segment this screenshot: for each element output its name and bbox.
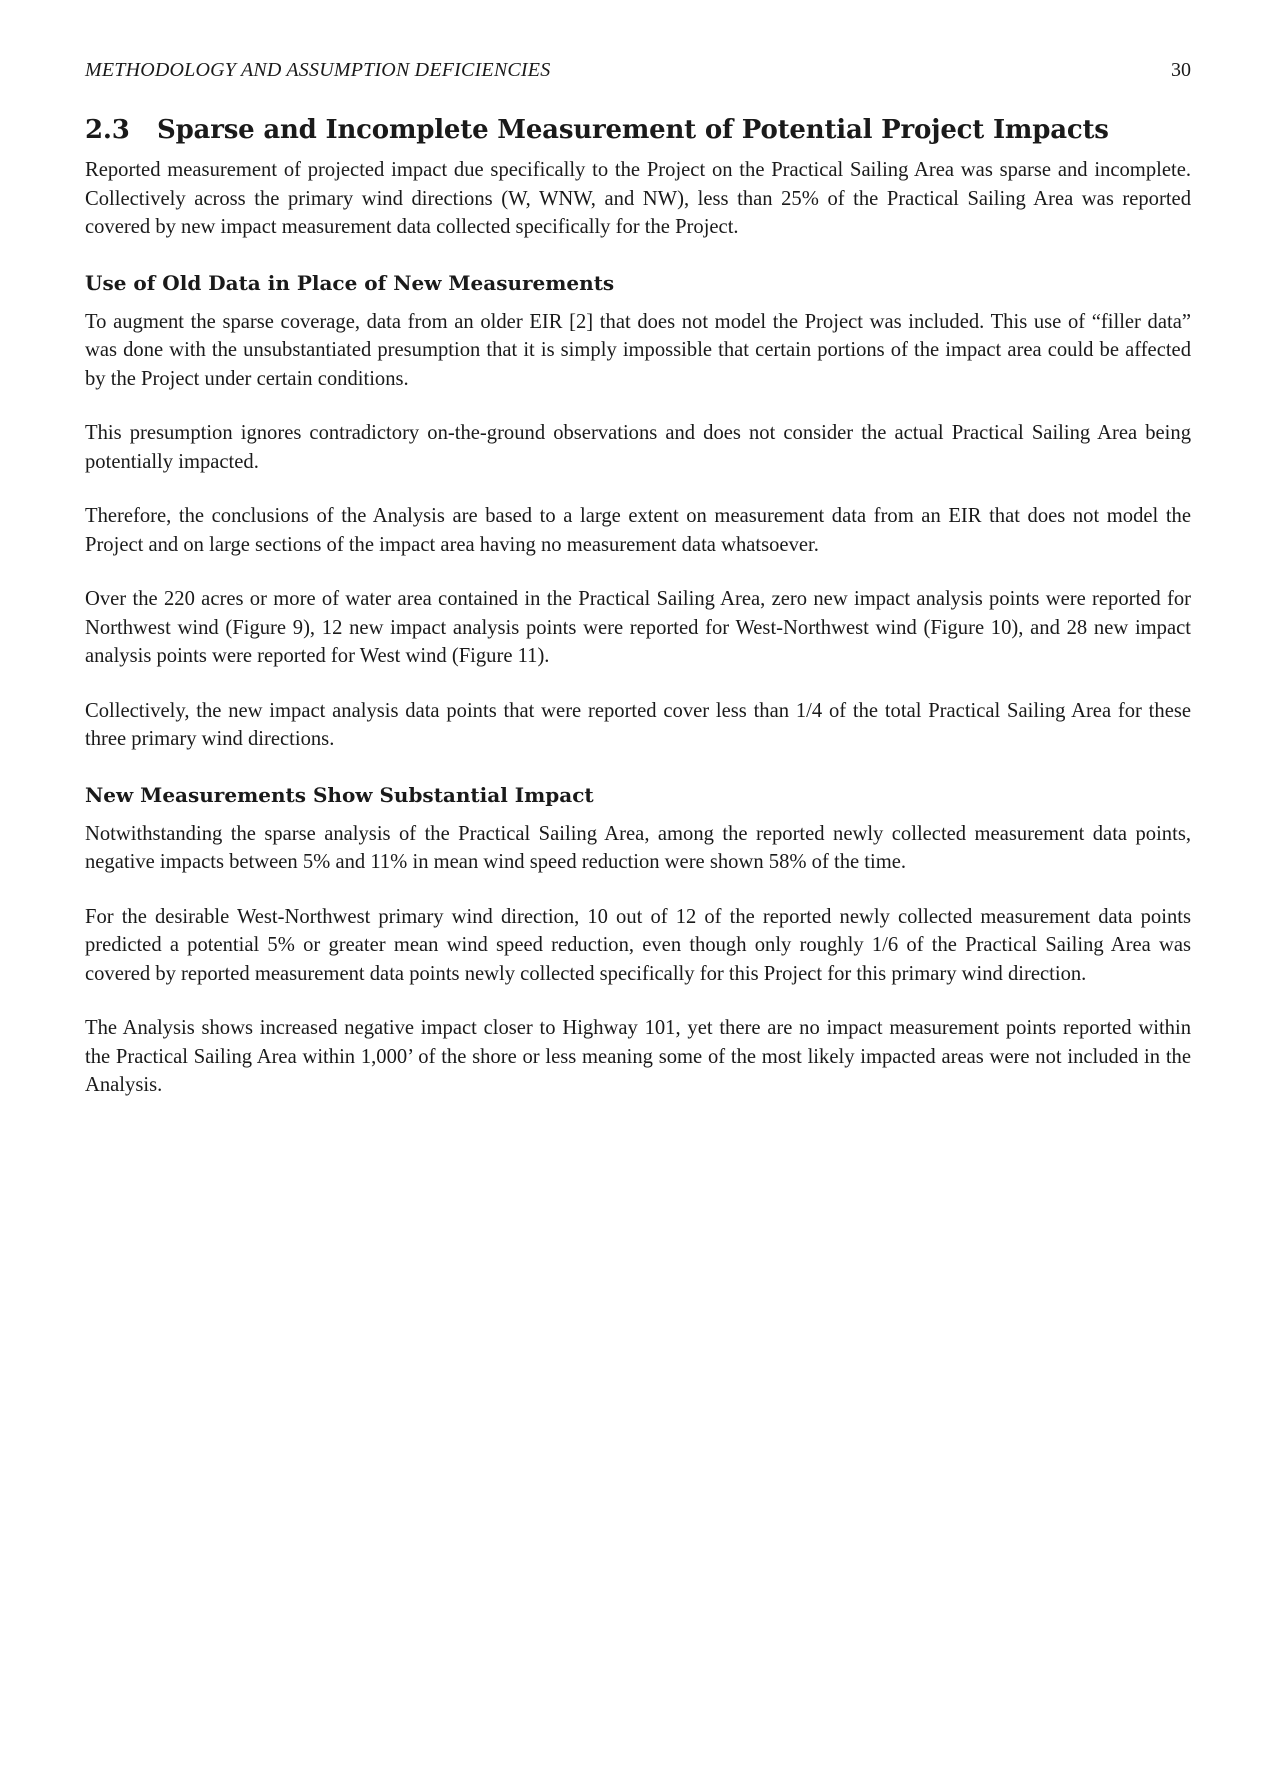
subheading-old-data: Use of Old Data in Place of New Measurements bbox=[85, 270, 615, 295]
paragraph-new-measurements-2: For the desirable West-Northwest primary wind direction, 10 out of 12 of the reported newly collected measurement data points predicted a potential 5% or greater mean wind speed reduction, even though only roughly 1/6 of the Practical Sailing Area was covered by reported measurement data points newly collected specifically for this Project for this primary wind direction. bbox=[85, 905, 1191, 985]
paragraph-new-measurements-1: Notwithstanding the sparse analysis of the Practical Sailing Area, among the reported newly collected measurement data points, negative impacts between 5% and 11% in mean wind speed reduction were shown 58% of the time. bbox=[85, 822, 1191, 873]
section-title: Sparse and Incomplete Measurement of Potential Project Impacts bbox=[157, 115, 1109, 145]
running-title: METHODOLOGY AND ASSUMPTION DEFICIENCIES bbox=[85, 59, 551, 81]
paragraph-old-data-5: Collectively, the new impact analysis data points that were reported cover less than 1/4 of the total Practical Sailing Area for these three primary wind directions. bbox=[85, 699, 1191, 750]
subheading-new-measurements: New Measurements Show Substantial Impact bbox=[85, 782, 594, 807]
document-page bbox=[85, 52, 1191, 1100]
section-number: 2.3 bbox=[85, 115, 130, 145]
paragraph-old-data-3: Therefore, the conclusions of the Analysis are based to a large extent on measurement data from an EIR that does not model the Project and on large sections of the impact area having no measurement data whatsoever. bbox=[85, 505, 1191, 556]
paragraph-old-data-1: To augment the sparse coverage, data from an older EIR [2] that does not model the Project was included. This use of “filler data” was done with the unsubstantiated presumption that it is simply impossible that certain portions of the impact area could be affected by the Project under certain conditions. bbox=[85, 310, 1191, 390]
page-number: 30 bbox=[1171, 59, 1191, 81]
section-heading bbox=[85, 110, 1191, 150]
running-header bbox=[85, 52, 1191, 88]
section-intro-paragraph: Reported measurement of projected impact due specifically to the Project on the Practical Sailing Area was sparse and incomplete. Collectively across the primary wind directions (W, WNW, and NW), less than 25% of the Practical Sailing Area was reported covered by new impact measurement data collected specifically for the Project. bbox=[85, 159, 1191, 238]
paragraph-old-data-4: Over the 220 acres or more of water area contained in the Practical Sailing Area, zero new impact analysis points were reported for Northwest wind (Figure 9), 12 new impact analysis points were reported for West-Northwest wind (Figure 10), and 28 new impact analysis points were reported for West wind (Figure 11). bbox=[85, 588, 1191, 667]
paragraph-old-data-2: This presumption ignores contradictory on-the-ground observations and does not consider the actual Practical Sailing Area being potentially impacted. bbox=[85, 422, 1191, 473]
paragraph-new-measurements-3: The Analysis shows increased negative impact closer to Highway 101, yet there are no impact measurement points reported within the Practical Sailing Area within 1,000’ of the shore or less meaning some of the most likely impacted areas were not included in the Analysis. bbox=[85, 1017, 1191, 1096]
